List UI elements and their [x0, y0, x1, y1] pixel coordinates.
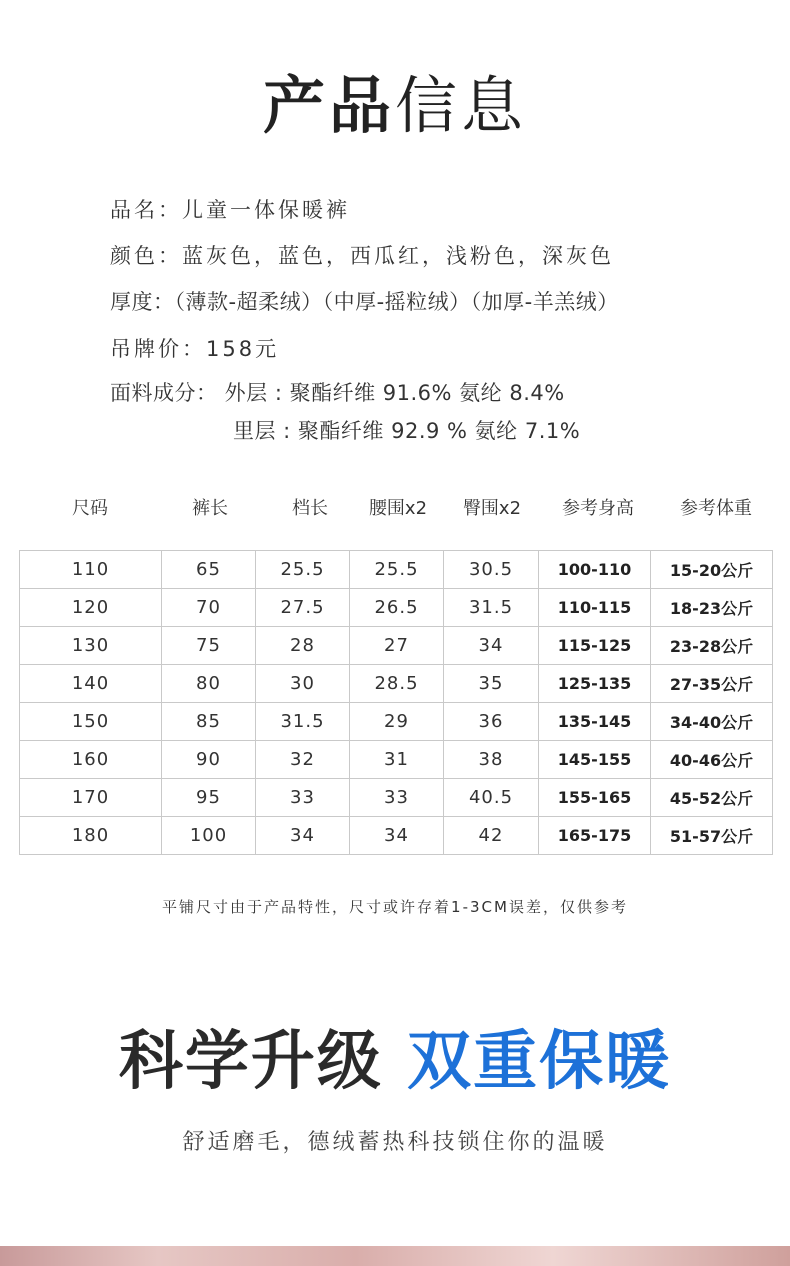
- table-cell: 110: [20, 551, 162, 589]
- table-cell: 150: [20, 703, 162, 741]
- table-cell: 85: [162, 703, 256, 741]
- table-cell: 145-155: [539, 741, 651, 779]
- table-cell: 25.5: [256, 551, 350, 589]
- table-cell: 15-20公斤: [651, 551, 773, 589]
- table-cell: 155-165: [539, 779, 651, 817]
- table-cell: 38: [444, 741, 539, 779]
- table-cell: 80: [162, 665, 256, 703]
- table-row: [20, 551, 773, 589]
- table-cell: 27: [350, 627, 444, 665]
- table-row: [20, 779, 773, 817]
- table-row: [20, 741, 773, 779]
- fabric-inner: 里层 : 聚酯纤维 92.9 % 氨纶 7.1%: [233, 419, 581, 443]
- table-cell: 95: [162, 779, 256, 817]
- table-cell: 31: [350, 741, 444, 779]
- table-row: [20, 817, 773, 855]
- table-cell: 31.5: [256, 703, 350, 741]
- table-cell: 33: [350, 779, 444, 817]
- table-cell: 125-135: [539, 665, 651, 703]
- table-cell: 18-23公斤: [651, 589, 773, 627]
- header-size: 尺码: [72, 498, 108, 519]
- table-cell: 30: [256, 665, 350, 703]
- header-rise: 档长: [292, 498, 328, 519]
- table-cell: 130: [20, 627, 162, 665]
- table-cell: 115-125: [539, 627, 651, 665]
- slogan-blue: 双重保暖: [407, 1025, 672, 1099]
- table-cell: 34: [256, 817, 350, 855]
- table-cell: 70: [162, 589, 256, 627]
- product-price: 吊牌价：158元: [110, 337, 280, 361]
- product-name: 品名：儿童一体保暖裤: [110, 198, 350, 222]
- table-cell: 180: [20, 817, 162, 855]
- table-cell: 31.5: [444, 589, 539, 627]
- header-length: 裤长: [192, 498, 228, 519]
- table-cell: 160: [20, 741, 162, 779]
- size-table: [19, 550, 773, 855]
- table-cell: 140: [20, 665, 162, 703]
- table-cell: 23-28公斤: [651, 627, 773, 665]
- fabric-photo-strip: [0, 1246, 790, 1266]
- table-cell: 27.5: [256, 589, 350, 627]
- slogan-subline: 舒适磨毛，德绒蓄热科技锁住你的温暖: [182, 1130, 608, 1155]
- table-cell: 65: [162, 551, 256, 589]
- table-cell: 36: [444, 703, 539, 741]
- table-row: [20, 703, 773, 741]
- title-normal: 信息: [395, 69, 528, 142]
- header-hip: 臀围x2: [462, 498, 522, 519]
- table-cell: 28.5: [350, 665, 444, 703]
- table-cell: 40.5: [444, 779, 539, 817]
- fabric-outer: 面料成分： 外层 : 聚酯纤维 91.6% 氨纶 8.4%: [110, 381, 565, 405]
- table-cell: 100-110: [539, 551, 651, 589]
- table-cell: 25.5: [350, 551, 444, 589]
- product-thickness: 厚度：（薄款-超柔绒）（中厚-摇粒绒）（加厚-羊羔绒）: [110, 290, 619, 314]
- table-cell: 45-52公斤: [651, 779, 773, 817]
- size-table-header: [20, 494, 772, 518]
- table-cell: 35: [444, 665, 539, 703]
- header-waist: 腰围x2: [368, 498, 428, 519]
- table-cell: 32: [256, 741, 350, 779]
- header-height: 参考身高: [562, 498, 634, 519]
- table-cell: 110-115: [539, 589, 651, 627]
- product-colors: 颜色：蓝灰色，蓝色，西瓜红，浅粉色，深灰色: [110, 244, 614, 268]
- table-cell: 90: [162, 741, 256, 779]
- page-title: [0, 68, 790, 144]
- size-note: 平铺尺寸由于产品特性，尺寸或许存着1-3CM误差，仅供参考: [162, 898, 628, 916]
- table-cell: 29: [350, 703, 444, 741]
- table-cell: 34-40公斤: [651, 703, 773, 741]
- table-cell: 100: [162, 817, 256, 855]
- table-cell: 120: [20, 589, 162, 627]
- table-cell: 165-175: [539, 817, 651, 855]
- table-row: [20, 627, 773, 665]
- table-cell: 42: [444, 817, 539, 855]
- table-cell: 75: [162, 627, 256, 665]
- table-cell: 135-145: [539, 703, 651, 741]
- table-cell: 34: [444, 627, 539, 665]
- table-cell: 30.5: [444, 551, 539, 589]
- table-cell: 27-35公斤: [651, 665, 773, 703]
- table-row: [20, 665, 773, 703]
- table-cell: 26.5: [350, 589, 444, 627]
- header-weight: 参考体重: [680, 498, 752, 519]
- slogan: [0, 1022, 790, 1102]
- table-cell: 28: [256, 627, 350, 665]
- table-cell: 40-46公斤: [651, 741, 773, 779]
- table-cell: 51-57公斤: [651, 817, 773, 855]
- slogan-dark: 科学升级: [118, 1025, 408, 1099]
- table-cell: 34: [350, 817, 444, 855]
- table-cell: 170: [20, 779, 162, 817]
- table-cell: 33: [256, 779, 350, 817]
- title-bold: 产品: [262, 69, 395, 142]
- table-row: [20, 589, 773, 627]
